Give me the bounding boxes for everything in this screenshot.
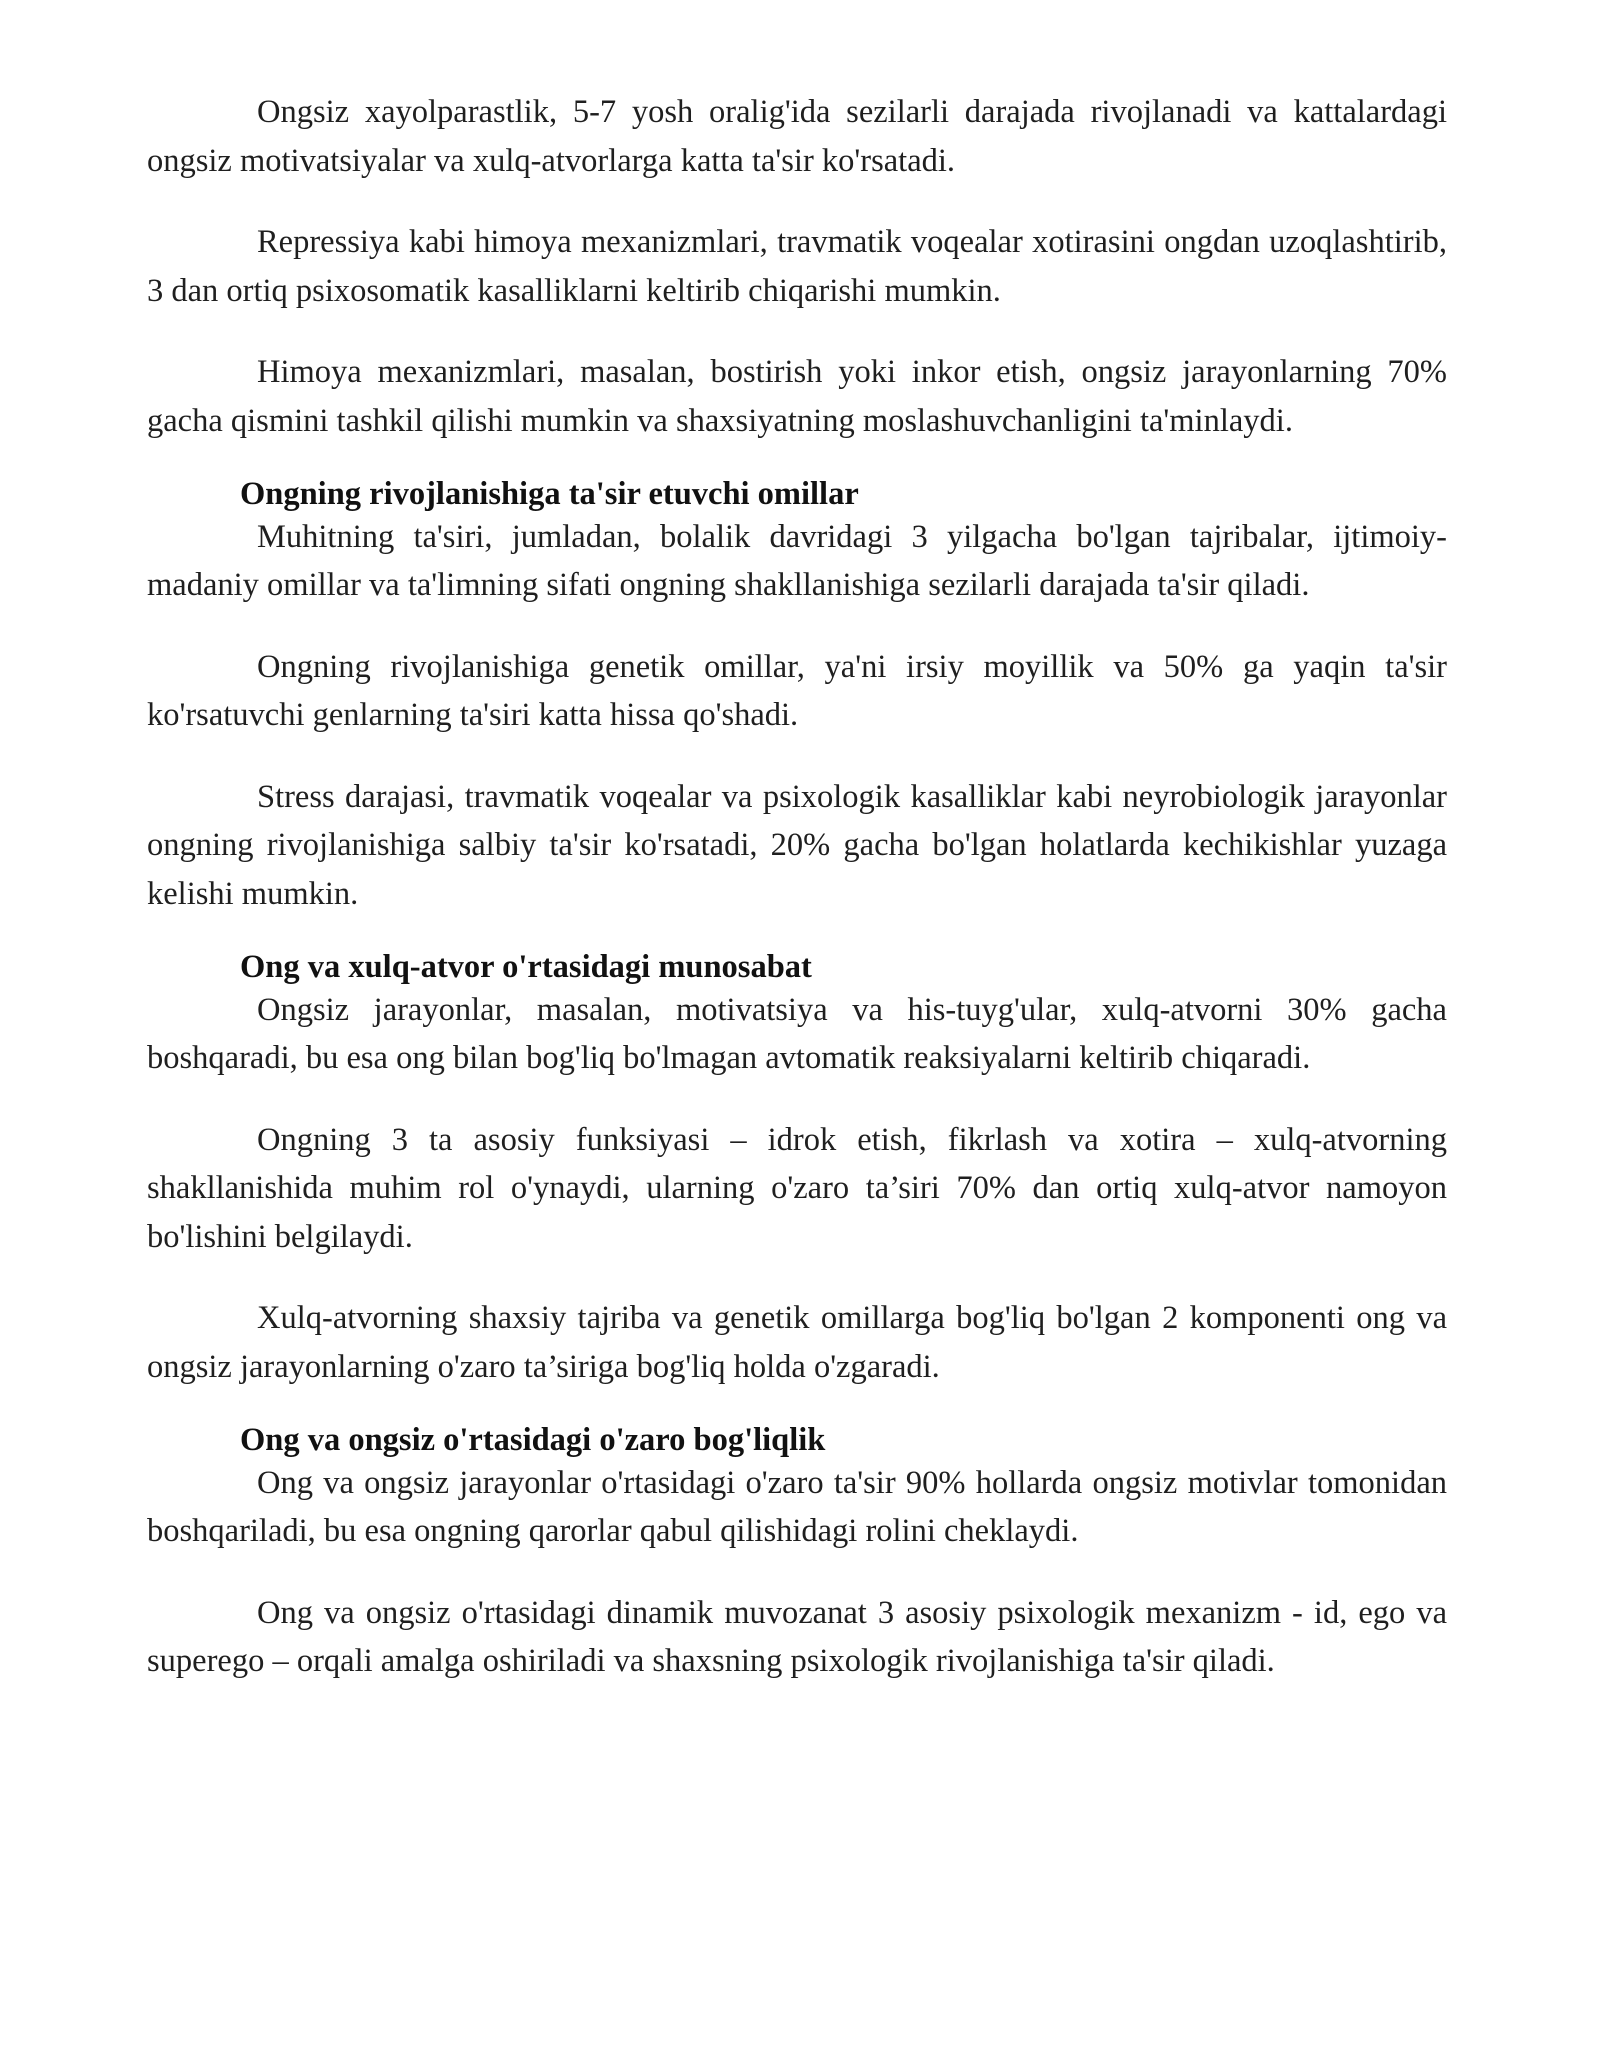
section-heading-factors: Ongning rivojlanishiga ta'sir etuvchi omillar: [240, 476, 859, 512]
section2-paragraph-3: Xulq-atvorning shaxsiy tajriba va genetik omillarga bog'liq bo'lgan 2 komponenti ong va ongsiz jarayonlarning o'zaro ta’siriga bog'liq holda o'zgaradi.: [147, 1300, 1447, 1385]
section1-paragraph-2: Ongning rivojlanishiga genetik omillar, ya'ni irsiy moyillik va 50% ga yaqin ta'sir ko'rsatuvchi genlarning ta'siri katta hissa qo'shadi.: [147, 648, 1447, 733]
intro-paragraph-2: Repressiya kabi himoya mexanizmlari, travmatik voqealar xotirasini ongdan uzoqlashtirib, 3 dan ortiq psixosomatik kasalliklarni keltirib chiqarishi mumkin.: [147, 224, 1447, 309]
section2-paragraph-2: Ongning 3 ta asosiy funksiyasi – idrok etish, fikrlash va xotira – xulq-atvorning shakllanishida muhim rol o'ynaydi, ularning o'zaro ta’siri 70% dan ortiq xulq-atvor namoyon bo'lishini belgilaydi.: [147, 1121, 1447, 1255]
intro-paragraph-1: Ongsiz xayolparastlik, 5-7 yosh oralig'ida sezilarli darajada rivojlanadi va kattalardagi ongsiz motivatsiyalar va xulq-atvorlarga katta ta'sir ko'rsatadi.: [147, 94, 1447, 179]
section3-paragraph-2: Ong va ongsiz o'rtasidagi dinamik muvozanat 3 asosiy psixologik mexanizm - id, ego va superego – orqali amalga oshiriladi va shaxsning psixologik rivojlanishiga ta'sir qiladi.: [147, 1594, 1447, 1679]
section1-paragraph-1: Muhitning ta'siri, jumladan, bolalik davridagi 3 yilgacha bo'lgan tajribalar, ijtimoiy-madaniy omillar va ta'limning sifati ongning shakllanishiga sezilarli darajada ta'sir qiladi.: [147, 518, 1447, 603]
section-heading-interrelation: Ong va ongsiz o'rtasidagi o'zaro bog'liqlik: [240, 1422, 826, 1458]
intro-paragraph-3: Himoya mexanizmlari, masalan, bostirish yoki inkor etish, ongsiz jarayonlarning 70% gacha qismini tashkil qilishi mumkin va shaxsiyatning moslashuvchanligini ta'minlaydi.: [147, 354, 1447, 439]
section2-paragraph-1: Ongsiz jarayonlar, masalan, motivatsiya va his-tuyg'ular, xulq-atvorni 30% gacha boshqaradi, bu esa ong bilan bog'liq bo'lmagan avtomatik reaksiyalarni keltirib chiqaradi.: [147, 991, 1447, 1076]
section-heading-behavior: Ong va xulq-atvor o'rtasidagi munosabat: [240, 949, 812, 985]
section3-paragraph-1: Ong va ongsiz jarayonlar o'rtasidagi o'zaro ta'sir 90% hollarda ongsiz motivlar tomonidan boshqariladi, bu esa ongning qarorlar qabul qilishidagi rolini cheklaydi.: [147, 1464, 1447, 1549]
document-page: [147, 88, 1447, 1686]
section1-paragraph-3: Stress darajasi, travmatik voqealar va psixologik kasalliklar kabi neyrobiologik jarayonlar ongning rivojlanishiga salbiy ta'sir ko'rsatadi, 20% gacha bo'lgan holatlarda kechikishlar yuzaga kelishi mumkin.: [147, 778, 1447, 912]
